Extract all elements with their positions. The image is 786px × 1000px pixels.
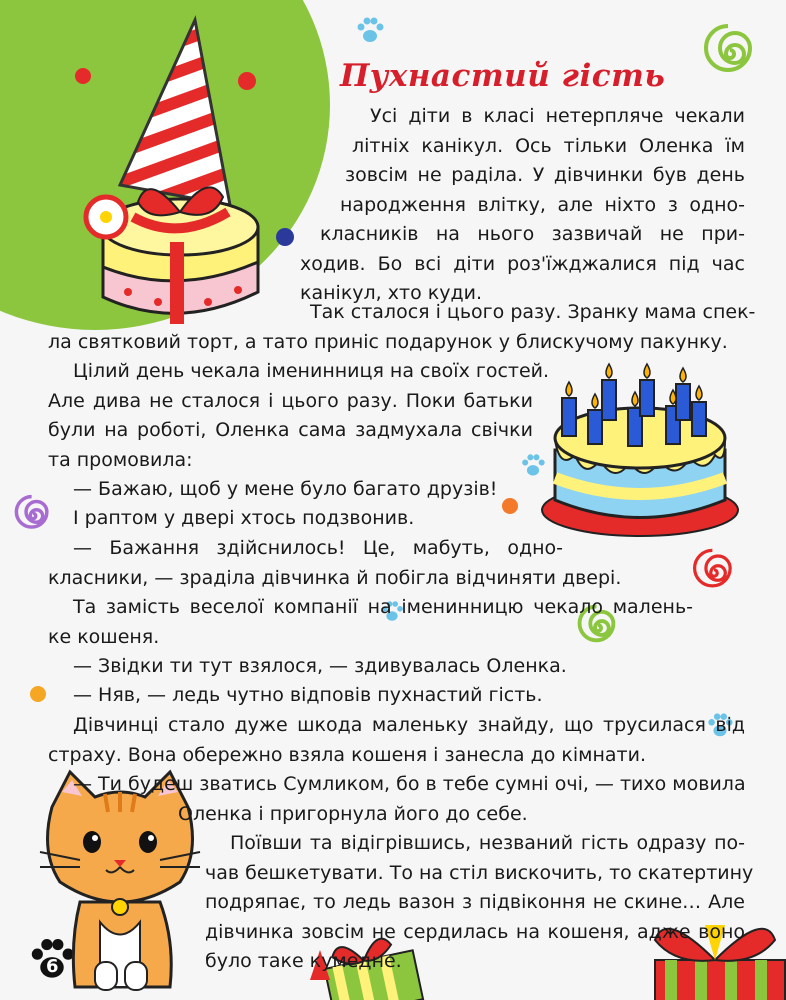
text-line: Та замість веселої компанії на іменинницю чекало малень- [73,596,693,618]
text-line: І раптом у двері хтось подзвонив. [73,507,415,529]
confetti-dot-icon [502,498,518,514]
text-line: були на роботі, Оленка сама задмухала свічки [48,419,533,441]
text-line: — Звідки ти тут взялося, — здивувалась Оленка. [73,655,567,677]
text-line: ходив. Бо всі діти роз'їжджалися під час [300,252,745,275]
text-line: Усі діти в класі нетерпляче чекали [370,105,745,127]
text-line: Але дива не сталося і цього разу. Поки батьки [48,389,533,412]
spiral-icon [15,498,51,534]
text-line: Оленка і пригорнула його до себе. [178,802,528,825]
paragraph-11 [48,770,745,829]
paragraph-7 [48,593,693,652]
paragraph-1 [300,102,745,309]
text-line: — Бажаю, щоб у мене було багато друзів! [73,478,498,500]
text-line: ла святковий торт, а тато приніс подарунок у блискучому пакунку. [48,330,728,353]
text-line: класники, — зраділа дівчинка й побігла відчиняти двері. [48,566,622,589]
text-line: Так сталося і цього разу. Зранку мама спек- [310,301,756,323]
confetti-dot-icon [75,68,91,84]
text-line: зовсім не раділа. У дівчинки був день [345,164,745,186]
birthday-cake-icon [540,360,745,545]
paw-print-icon [355,16,385,46]
text-line: страху. Вона обережно взяла кошеня і занесла до кімнати. [48,743,647,766]
confetti-dot-icon [276,228,294,246]
confetti-dot-icon [30,686,46,702]
text-line: подряпає, то ледь вазон з підвіконня не скине… Але [205,891,745,913]
text-line: класників на нього зазвичай не при- [320,223,745,245]
text-line: Цілий день чекала іменинниця на своїх гостей. [73,360,550,382]
text-line: дівчинка зовсім не сердилась на кошеня, адже воно [205,920,745,943]
page-number: 6 [46,956,59,977]
paragraph-5 [73,504,414,534]
paragraph-2 [48,298,756,357]
text-line: — Няв, — ледь чутно відповів пухнастий гість. [73,684,543,706]
text-line: ке кошеня. [48,625,160,648]
paragraph-8 [73,652,567,682]
paragraph-4 [73,475,497,505]
text-line: — Бажання здійснилось! Це, мабуть, одно- [73,537,563,559]
paragraph-9 [73,681,543,711]
story-title: Пухнастий гість [340,58,666,94]
text-line: чав бешкетувати. То на стіл вискочить, то скатертину [205,861,754,884]
paragraph-12 [205,829,754,977]
paragraph-10 [48,711,745,770]
text-line: — Ти будеш зватись Сумликом, бо в тебе сумні очі, — тихо мовила [73,773,746,795]
text-line: літніх канікул. Ось тільки Оленка їм [352,134,745,157]
text-line: народження влітку, але ніхто з одно- [340,193,745,216]
paragraph-6 [48,534,713,593]
text-line: Дівчинці стало дуже шкода маленьку знайду, що трусилася від [73,714,745,736]
confetti-dot-icon [238,72,256,90]
paragraph-3 [48,357,550,475]
spiral-icon [704,28,756,80]
text-line: канікул, хто куди. [300,282,482,304]
text-line: Поївши та відігрівшись, незваний гість одразу по- [230,832,745,854]
text-line: та промовила: [48,448,193,471]
text-line: було таке кумедне. [205,950,402,972]
